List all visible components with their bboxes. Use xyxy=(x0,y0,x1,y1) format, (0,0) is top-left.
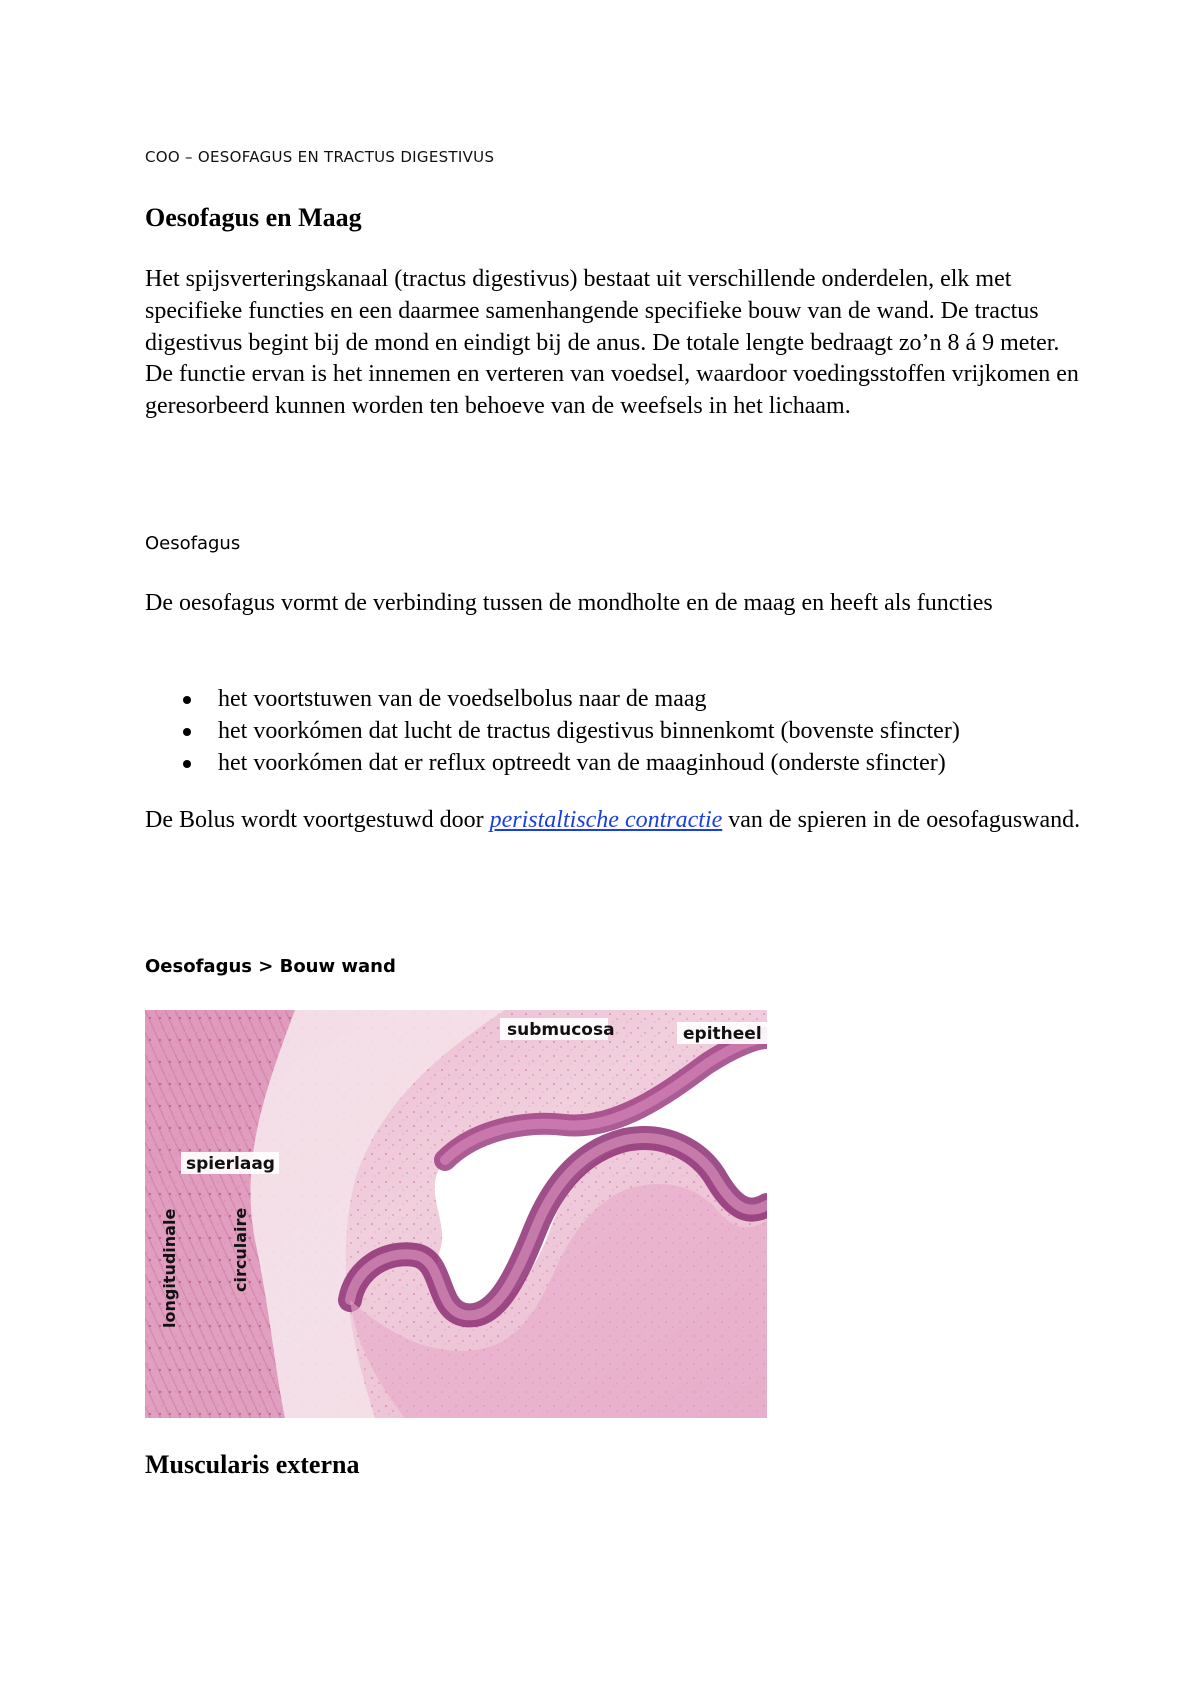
bullet-icon xyxy=(183,696,191,704)
bolus-paragraph: De Bolus wordt voortgestuwd door peristaltische contractie van de spieren in de oesofaguswand. xyxy=(145,807,1081,833)
list-item: het voorkómen dat er reflux optreedt van de maaginhoud (onderste sfincter) xyxy=(145,747,1105,779)
label-longitudinale: longitudinale xyxy=(160,1208,179,1328)
subheading-bouw-wand: Oesofagus > Bouw wand xyxy=(145,956,396,977)
subheading-oesofagus: Oesofagus xyxy=(145,533,241,554)
function-list xyxy=(145,683,1105,779)
oesofagus-intro-paragraph: De oesofagus vormt de verbinding tussen de mondholte en de maag en heeft als functies xyxy=(145,590,993,616)
histology-image xyxy=(145,1010,767,1418)
list-item: het voortstuwen van de voedselbolus naar de maag xyxy=(145,683,1105,715)
intro-paragraph: Het spijsverteringskanaal (tractus digestivus) bestaat uit verschillende onderdelen, elk met specifieke functies en een daarmee samenhangende specifieke bouw van de wand. De tractus digestivus begint bij de mond en eindigt bij de anus. De totale lengte bedraagt zo’n 8 á 9 meter. De functie ervan is het innemen en verteren van voedsel, waardoor voedingsstoffen vrijkomen en geresorbeerd kunnen worden ten behoeve van de weefsels in het lichaam. xyxy=(145,266,1079,420)
label-spierlaag: spierlaag xyxy=(186,1154,275,1174)
histology-image-svg xyxy=(145,1010,767,1418)
bullet-icon xyxy=(183,728,191,736)
peristaltische-contractie-link[interactable]: peristaltische contractie xyxy=(489,807,723,833)
label-circulaire: circulaire xyxy=(231,1207,250,1292)
heading-oesofagus-en-maag: Oesofagus en Maag xyxy=(145,203,362,232)
heading-muscularis-externa: Muscularis externa xyxy=(145,1450,360,1479)
label-submucosa: submucosa xyxy=(507,1020,615,1040)
bullet-icon xyxy=(183,760,191,768)
running-title: COO – OESOFAGUS EN TRACTUS DIGESTIVUS xyxy=(145,148,495,166)
label-epitheel: epitheel xyxy=(683,1024,762,1044)
list-item: het voorkómen dat lucht de tractus digestivus binnenkomt (bovenste sfincter) xyxy=(145,715,1105,747)
